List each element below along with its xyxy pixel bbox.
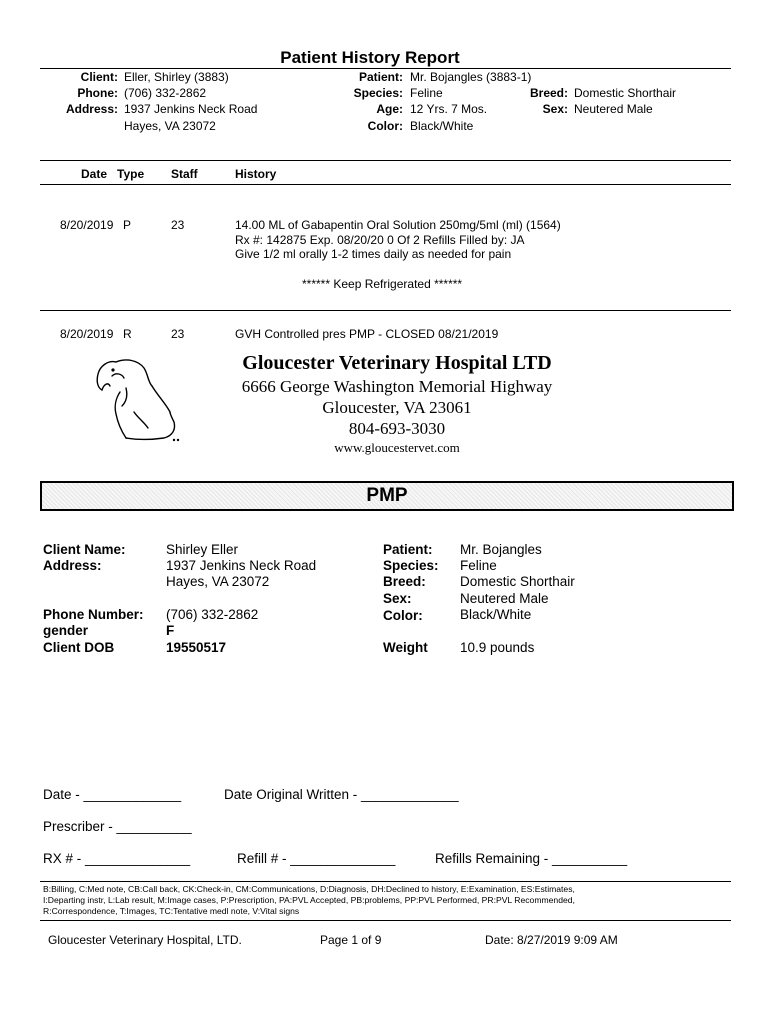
sex-value: Neutered Male [574,102,653,116]
footer-page: Page 1 of 9 [320,933,382,947]
species-label: Species: [353,86,403,100]
footer-date: Date: 8/27/2019 9:09 AM [485,933,618,947]
pmp-color-label: Color: [383,608,423,623]
report-title: Patient History Report [280,48,460,67]
pmp-client-name-label: Client Name: [43,542,126,557]
rx-number-field[interactable]: RX # - ______________ [43,851,191,866]
age-label: Age: [376,102,403,116]
pmp-gender-label: gender [43,623,89,638]
entry-staff: 23 [171,327,185,341]
hospital-name: Gloucester Veterinary Hospital LTD [242,352,552,374]
footer-hospital: Gloucester Veterinary Hospital, LTD. [48,933,242,947]
pmp-patient-label: Patient: [383,542,433,557]
hospital-street: 6666 George Washington Memorial Highway [241,377,553,396]
date-field[interactable]: Date - _____________ [43,787,182,802]
color-label: Color: [367,119,403,133]
pmp-patient-value: Mr. Bojangles [460,542,542,557]
entry-line: 14.00 ML of Gabapentin Oral Solution 250mg/5ml (ml) (1564) [235,218,561,232]
col-staff-header: Staff [171,167,198,181]
pmp-species-label: Species: [383,558,439,573]
hospital-city: Gloucester, VA 23061 [322,398,472,417]
hospital-phone: 804-693-3030 [348,419,446,438]
phone-label: Phone: [77,86,118,100]
history-header-rule [40,184,731,185]
address-line1: 1937 Jenkins Neck Road [124,102,258,116]
legend-line: I:Departing instr, L:Lab result, M:Image cases, P:Prescription, PA:PVL Accepted, PB:problems, PP:PVL Performed, PR:PVL Recommended, [43,895,575,905]
hospital-website: www.gloucestervet.com [334,440,460,455]
history-top-rule [40,160,731,161]
pmp-sex-value: Neutered Male [460,591,549,606]
pmp-weight-label: Weight [383,640,428,655]
col-date-header: Date [81,167,108,181]
entry-date: 8/20/2019 [60,218,114,232]
col-type-header: Type [117,167,145,181]
date-original-field[interactable]: Date Original Written - _____________ [224,787,459,802]
legend-line: R:Correspondence, T:Images, TC:Tentative medl note, V:Vital signs [43,906,300,916]
prescriber-field[interactable]: Prescriber - __________ [43,819,192,834]
entry-line: GVH Controlled pres PMP - CLOSED 08/21/2019 [235,327,499,341]
col-history-header: History [235,167,277,181]
pmp-address-line1: 1937 Jenkins Neck Road [166,558,317,573]
color-value: Black/White [410,119,474,133]
pmp-breed-value: Domestic Shorthair [460,574,575,589]
entry-staff: 23 [171,218,185,232]
entry-divider [40,310,731,311]
entry-date: 8/20/2019 [60,327,114,341]
species-value: Feline [410,86,443,100]
client-value: Eller, Shirley (3883) [124,70,229,84]
pmp-dob-label: Client DOB [43,640,115,655]
pmp-color-value: Black/White [460,607,532,622]
refill-number-field[interactable]: Refill # - ______________ [237,851,396,866]
entry-type: R [123,327,132,341]
breed-label: Breed: [529,86,568,100]
pmp-weight-value: 10.9 pounds [460,640,535,655]
pmp-phone-label: Phone Number: [43,607,144,622]
pmp-sex-label: Sex: [383,591,412,606]
entry-line: Rx #: 142875 Exp. 08/20/20 0 Of 2 Refills Filled by: JA [235,233,525,247]
patient-value: Mr. Bojangles (3883-1) [410,70,532,84]
pmp-gender-value: F [166,623,175,638]
address-label: Address: [65,102,118,116]
footer-rule [40,920,731,921]
refills-remaining-field[interactable]: Refills Remaining - __________ [435,851,628,866]
header-rule [40,68,731,69]
legend-line: B:Billing, C:Med note, CB:Call back, CK:Check-in, CM:Communications, D:Diagnosis, DH:Declined to history, E:Examination, ES:Estimates, [43,884,575,894]
entry-type: P [123,218,132,232]
pmp-address-line2: Hayes, VA 23072 [166,574,270,589]
age-value: 12 Yrs. 7 Mos. [410,102,488,116]
patient-label: Patient: [358,70,403,84]
entry-note: ****** Keep Refrigerated ****** [302,277,463,291]
pmp-title: PMP [366,485,408,506]
breed-value: Domestic Shorthair [574,86,677,100]
pmp-client-name-value: Shirley Eller [166,542,239,557]
phone-value: (706) 332-2862 [124,86,207,100]
pmp-phone-value: (706) 332-2862 [166,607,259,622]
pmp-species-value: Feline [460,558,497,573]
pmp-title-box [40,481,734,511]
client-label: Client: [80,70,118,84]
pmp-dob-value: 19550517 [166,640,227,655]
pmp-address-label: Address: [43,558,102,573]
legend-rule [40,881,731,882]
sex-label: Sex: [542,102,568,116]
entry-line: Give 1/2 ml orally 1-2 times daily as needed for pain [235,247,512,261]
pmp-breed-label: Breed: [383,574,426,589]
address-line2: Hayes, VA 23072 [124,119,216,133]
